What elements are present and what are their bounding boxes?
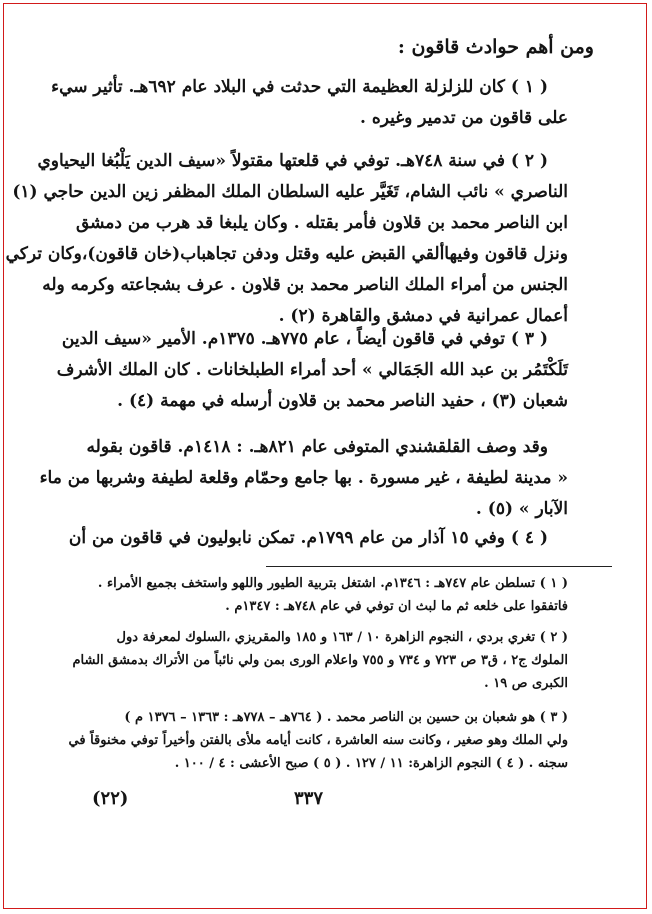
footnote-2 bbox=[40, 626, 568, 695]
paragraph-line: ( ١ ) كان للزلزلة العظيمة التي حدثت في البلاد عام ٦٩٢هـ. تأثير سيء bbox=[51, 77, 548, 97]
paragraph-line: الآبار » (٥) . bbox=[475, 499, 568, 519]
paragraph-line: ( ٢ ) في سنة ٧٤٨هـ. توفي في قلعتها مقتولاً «سيف الدين يَلْبُغا اليحياوي bbox=[37, 151, 548, 171]
footnote-line: الكبرى ص ١٩ . bbox=[484, 676, 568, 691]
footnote-3 bbox=[40, 706, 568, 775]
paragraph-line: ابن الناصر محمد بن قلاون فأمر بقتله . وكان يلبغا قد هرب من دمشق bbox=[75, 213, 568, 233]
paragraph-line: الناصري » نائب الشام، تَغَيَّر عليه السلطان الملك المظفر زين الدين حاجي (١) bbox=[12, 182, 568, 202]
paragraph-line: أعمال عمرانية في دمشق والقاهرة (٢) . bbox=[278, 306, 568, 326]
section-heading: ومن أهم حوادث قاقون : bbox=[397, 36, 594, 58]
footnote-divider bbox=[266, 566, 612, 567]
footnote-line: ولي الملك وهو صغير ، وكانت سنه العاشرة ، كانت أيامه ملأى بالفتن وأخيراً توفي مخنوقاً في bbox=[68, 733, 568, 748]
paragraph-line: تَلَكْتَمُر بن عبد الله الجَمَالي » أحد أمراء الطبلخانات . كان الملك الأشرف bbox=[56, 360, 568, 380]
paragraph-3 bbox=[40, 324, 568, 417]
paragraph-line: « مدينة لطيفة ، غير مسورة . بها جامع وحمّام وقلعة لطيفة وشربها من ماء bbox=[39, 468, 568, 488]
footnote-1 bbox=[40, 572, 568, 618]
paragraph-line: الجنس من أمراء الملك الناصر محمد بن قلاون . عرف بشجاعته وكرمه وله bbox=[42, 275, 568, 295]
paragraph-line: ( ٣ ) توفي في قاقون أيضاً ، عام ٧٧٥هـ. ١٣٧٥م. الأمير «سيف الدين bbox=[61, 329, 548, 349]
footnote-line: ( ٣ ) هو شعبان بن حسين بن الناصر محمد . ( ٧٦٤هـ – ٧٧٨هـ : ١٣٦٣ – ١٣٧٦ م ) bbox=[124, 710, 568, 725]
paragraph-line: ونزل قاقون وفيهاألقي القبض عليه وقتل ودفن تجاهباب(خان قاقون)،وكان تركي bbox=[5, 244, 568, 264]
paragraph-5 bbox=[40, 523, 568, 554]
footnote-line: الملوك ج٢ ، ق٣ ص ٧٢٣ و ٧٣٤ و ٧٥٥ واعلام الورى بمن ولي نائباً من الأتراك بدمشق الشام bbox=[72, 653, 568, 668]
paragraph-4 bbox=[40, 432, 568, 525]
paragraph-2 bbox=[5, 146, 568, 332]
footnote-line: ( ٢ ) تغري بردي ، النجوم الزاهرة ١٠ / ١٦٣ و ١٨٥ والمقريزي ،السلوك لمعرفة دول bbox=[116, 630, 568, 645]
paragraph-line: شعبان (٣) ، حفيد الناصر محمد بن قلاون أرسله في مهمة (٤) . bbox=[117, 391, 568, 411]
paragraph-line: على قاقون من تدمير وغيره . bbox=[360, 108, 568, 128]
paragraph-1 bbox=[40, 72, 568, 134]
paragraph-line: وقد وصف القلقشندي المتوفى عام ٨٢١هـ. : ١٤١٨م. قاقون بقوله bbox=[86, 437, 548, 457]
footnote-line: سجنه . ( ٤ ) النجوم الزاهرة: ١١ / ١٢٧ . ( ٥ ) صبح الأعشى : ٤ / ١٠٠ . bbox=[174, 756, 568, 771]
part-number: (٢٢) bbox=[92, 788, 129, 809]
page-number: ٣٣٧ bbox=[294, 788, 324, 809]
paragraph-line: ( ٤ ) وفي ١٥ آذار من عام ١٧٩٩م. تمكن نابوليون في قاقون من أن bbox=[68, 528, 548, 548]
footnote-line: فاتفقوا على خلعه ثم ما لبث ان توفي في عام ٧٤٨هـ : ١٣٤٧م . bbox=[225, 599, 568, 614]
footnote-line: ( ١ ) تسلطن عام ٧٤٧هـ : ١٣٤٦م. اشتغل بتربية الطيور واللهو واستخف بجميع الأمراء . bbox=[97, 576, 568, 591]
